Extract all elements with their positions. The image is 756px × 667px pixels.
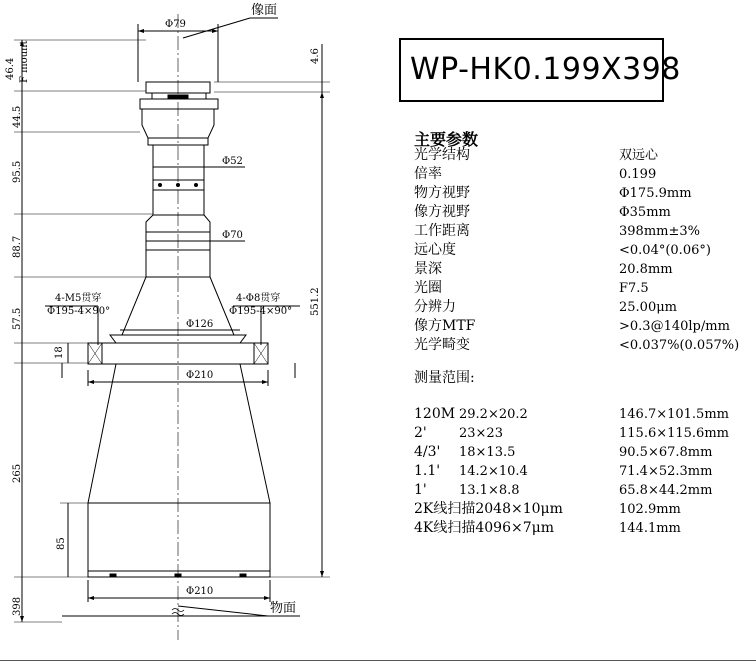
spec-row: 分辨力 25.00μm (414, 299, 677, 315)
hole-right-spec: 4-Φ8贯穿 (236, 293, 281, 304)
range-row: 1' 13.1×8.8 65.8×44.2mm (414, 482, 713, 498)
spec-row: 光学结构 双远心 (414, 147, 659, 163)
specs-title: 主要参数 (414, 130, 479, 149)
dim-85: 85 (56, 537, 67, 550)
dim-top-diameter: Φ79 (165, 19, 186, 30)
bottom-divider (0, 660, 756, 661)
range-row: 120M 29.2×20.2 146.7×101.5mm (414, 406, 729, 422)
dim-46-4: 46.4 (5, 57, 16, 80)
dim-4-6: 4.6 (310, 48, 321, 64)
dim-265: 265 (12, 463, 23, 483)
dim-d70: Φ70 (222, 230, 243, 241)
hole-left-circle: Φ195-4×90° (47, 306, 111, 317)
measure-range-label: 测量范围: (414, 370, 475, 386)
spec-row: 像方视野 Φ35mm (414, 204, 671, 220)
spec-row: 景深 20.8mm (414, 261, 673, 277)
spec-row: 远心度 <0.04°(0.06°) (414, 242, 711, 258)
range-row: 2K线扫描2048×10μm 102.9mm (414, 501, 681, 517)
object-plane-label: 物面 (270, 601, 297, 616)
spec-row: 光学畸变 <0.037%(0.057%) (414, 337, 740, 353)
spec-row: 倍率 0.199 (414, 166, 657, 182)
spec-row: 工作距离 398mm±3% (414, 223, 700, 239)
model-title: WP-HK0.199X398 (410, 52, 681, 87)
range-row: 1.1' 14.2×10.4 71.4×52.3mm (414, 463, 713, 479)
dim-57-5: 57.5 (12, 307, 23, 330)
dim-95-5: 95.5 (12, 160, 23, 183)
dim-88-7: 88.7 (12, 235, 23, 258)
lower-cone (88, 364, 270, 503)
dim-44-5: 44.5 (12, 105, 23, 128)
image-plane-label: 像面 (251, 3, 278, 18)
dim-d210-bottom: Φ210 (186, 586, 214, 597)
dim-d126: Φ126 (186, 319, 214, 330)
spec-row: 光圈 F7.5 (414, 280, 649, 296)
range-row: 4K线扫描4096×7μm 144.1mm (414, 520, 681, 536)
dim-398: 398 (12, 596, 23, 616)
spec-row: 物方视野 Φ175.9mm (414, 185, 692, 201)
dim-551-2: 551.2 (310, 287, 321, 316)
range-row: 4/3' 18×13.5 90.5×67.8mm (414, 444, 713, 460)
model-title-box (399, 38, 681, 102)
dim-d210-top: Φ210 (186, 370, 214, 381)
front-tube (88, 503, 270, 577)
f-mount-label: F mount (19, 40, 30, 83)
spec-row: 像方MTF >0.3@140lp/mm (414, 318, 730, 334)
range-row: 2' 23×23 115.6×115.6mm (414, 425, 729, 441)
hole-left-spec: 4-M5贯穿 (55, 293, 102, 304)
dim-18: 18 (54, 346, 65, 359)
dim-d52: Φ52 (222, 156, 243, 167)
hole-right-circle: Φ195-4×90° (229, 306, 293, 317)
